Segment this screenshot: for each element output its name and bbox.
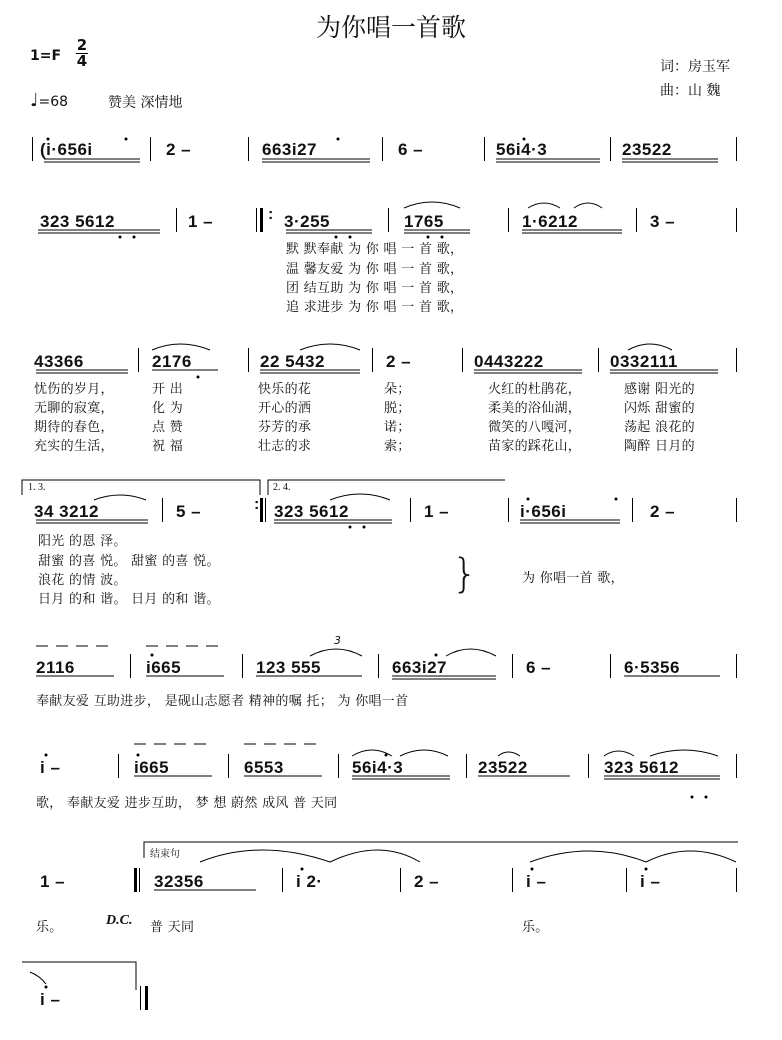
measure: 2116 <box>36 658 75 677</box>
measure: i – <box>40 758 61 777</box>
key-signature: 1=F <box>30 48 62 64</box>
lyric: 朵； <box>384 382 411 397</box>
measure: i 2· <box>296 872 323 891</box>
measure: i665 <box>134 758 170 777</box>
ending-label: 结束句 <box>150 849 180 860</box>
triplet-mark: 3 <box>334 634 341 647</box>
expression-text: 赞美 深情地 <box>108 95 183 111</box>
measure: 1·6212 <box>522 212 578 231</box>
lyric-verse-3: 团 结互助 为 你 唱 一 首 歌， <box>286 281 464 296</box>
lyric: 陶醉 日月的 <box>624 439 695 454</box>
lyric: 火红的杜鹃花， <box>488 382 582 397</box>
lyric: 无聊的寂寞， <box>34 401 114 416</box>
measure: 2176 <box>152 352 192 371</box>
measure: 1 – <box>188 212 214 231</box>
lyric: 点 赞 <box>152 420 184 435</box>
measure: 1 – <box>40 872 66 891</box>
measure: 56i4·3 <box>352 758 404 777</box>
measure: 323 5612 <box>274 502 349 521</box>
lyric: 壮志的求 <box>258 439 312 454</box>
lyric: 脱； <box>384 401 411 416</box>
lyric: 诺； <box>384 420 411 435</box>
measure: 1765 <box>404 212 444 231</box>
measure: 32356 <box>154 872 204 891</box>
song-title: 为你唱一首歌 <box>315 13 466 42</box>
lyric: 忧伤的岁月， <box>34 382 114 397</box>
measure: (i·656i <box>40 140 93 159</box>
lyric-side: 为 你唱一首 歌， <box>522 571 624 586</box>
measure: 5 – <box>176 502 202 521</box>
lyric: 感谢 阳光的 <box>624 382 695 397</box>
measure: 2 – <box>414 872 440 891</box>
repeat-dots: : <box>254 496 260 513</box>
measure: 34 3212 <box>34 502 99 521</box>
lyric-verse-2: 甜蜜 的喜 悦。 甜蜜 的喜 悦。 <box>38 554 220 569</box>
measure: 6 – <box>398 140 424 159</box>
measure: 22 5432 <box>260 352 325 371</box>
lyric: 充实的生活， <box>34 439 114 454</box>
lyric-verse-3: 浪花 的情 波。 <box>38 573 127 588</box>
measure: 6553 <box>244 758 284 777</box>
lyric-verse-1: 默 默奉献 为 你 唱 一 首 歌， <box>286 242 464 257</box>
measure: 0332111 <box>610 352 678 371</box>
lyric: 柔美的浴仙湖， <box>488 401 582 416</box>
measure: 3 – <box>650 212 676 231</box>
lyric: 索； <box>384 439 411 454</box>
time-top: 2 <box>76 36 88 54</box>
measure: i – <box>640 872 661 891</box>
measure: 123 555 <box>256 658 321 677</box>
measure: 663i27 <box>262 140 317 159</box>
lyric: 普 天同 <box>150 920 195 935</box>
lyric-verse-4: 日月 的和 谐。 日月 的和 谐。 <box>38 592 220 607</box>
measure: 2 – <box>166 140 192 159</box>
lyric-verse-1: 阳光 的恩 泽。 <box>38 534 127 549</box>
composer-credit: 曲：山 魏 <box>660 83 721 99</box>
lyric: 奉献友爱 互助进步， 是砚山志愿者 精神的嘱 托； 为 你唱一首 <box>36 694 409 709</box>
measure: i·656i <box>520 502 567 521</box>
volta-1-label: 1. 3. <box>28 482 46 493</box>
measure: 56i4·3 <box>496 140 548 159</box>
dc-marking: D.C. <box>106 913 133 928</box>
tempo-value: =68 <box>38 94 69 110</box>
measure: 23522 <box>622 140 672 159</box>
quarter-note-icon: ♩ <box>30 90 39 111</box>
measure: i – <box>526 872 547 891</box>
time-bottom: 4 <box>76 52 88 70</box>
brace-icon: } <box>452 551 478 597</box>
measure: 6 – <box>526 658 552 677</box>
lyric: 期待的春色， <box>34 420 114 435</box>
lyric: 乐。 <box>36 920 63 935</box>
measure: 323 5612 <box>604 758 679 777</box>
lyric-verse-2: 温 馨友爱 为 你 唱 一 首 歌， <box>286 262 464 277</box>
lyric: 歌， 奉献友爱 进步互助， 梦 想 蔚然 成风 普 天同 <box>36 796 338 811</box>
lyric: 祝 福 <box>152 439 184 454</box>
lyric: 化 为 <box>152 401 184 416</box>
measure: 663i27 <box>392 658 447 677</box>
measure: 0443222 <box>474 352 544 371</box>
volta-2-label: 2. 4. <box>273 482 291 493</box>
measure: i – <box>40 990 61 1009</box>
repeat-dots: : <box>268 206 274 223</box>
lyric: 闪烁 甜蜜的 <box>624 401 695 416</box>
measure: 2 – <box>650 502 676 521</box>
lyric: 苗家的踩花山， <box>488 439 582 454</box>
measure: 43366 <box>34 352 84 371</box>
measure: 3·255 <box>284 212 330 231</box>
lyric-verse-4: 追 求进步 为 你 唱 一 首 歌， <box>286 300 464 315</box>
lyricist-credit: 词：房玉军 <box>660 59 730 75</box>
measure: 323 5612 <box>40 212 115 231</box>
measure: i665 <box>146 658 182 677</box>
lyric: 快乐的花 <box>258 382 312 397</box>
measure: 1 – <box>424 502 450 521</box>
measure: 2 – <box>386 352 412 371</box>
measure: 23522 <box>478 758 528 777</box>
lyric: 微笑的八嘎河， <box>488 420 582 435</box>
lyric: 开 出 <box>152 382 184 397</box>
lyric: 芬芳的承 <box>258 420 312 435</box>
lyric: 荡起 浪花的 <box>624 420 695 435</box>
measure: 6·5356 <box>624 658 680 677</box>
lyric: 开心的洒 <box>258 401 312 416</box>
lyric: 乐。 <box>522 920 549 935</box>
